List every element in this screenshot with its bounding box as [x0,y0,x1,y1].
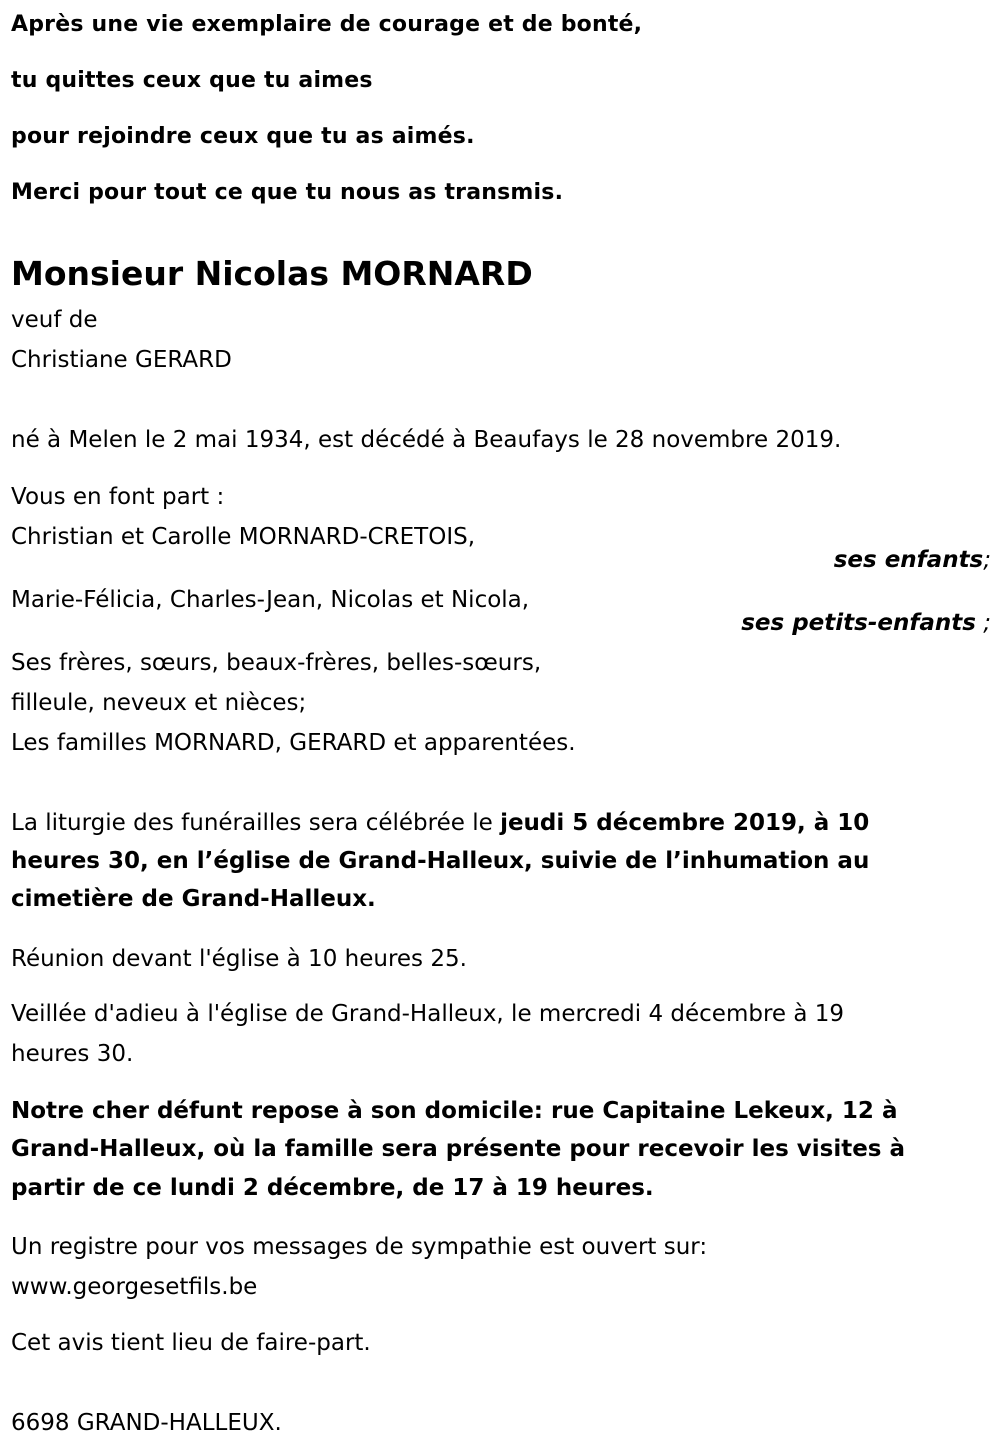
children-names: Christian et Carolle MORNARD-CRETOIS, [11,524,476,550]
children-role [834,547,991,573]
vigil-line-1: Veillée d'adieu à l'église de Grand-Halleux, le mercredi 4 décembre à 19 [11,1001,845,1027]
liturgy-line-1 [11,810,869,836]
spouse-name: Christiane GERARD [11,347,232,373]
children-role-label: ses enfants [833,547,984,573]
address-text: 6698 GRAND-HALLEUX. [11,1410,282,1436]
meeting-text: Réunion devant l'église à 10 heures 25. [11,946,467,972]
godchild-text: filleule, neveux et nièces; [11,690,307,716]
liturgy-line-2: heures 30, en l’église de Grand-Halleux, suivie de l’inhumation au [11,848,870,874]
deceased-name: Monsieur Nicolas MORNARD [11,254,533,293]
widow-of-label: veuf de [11,307,98,333]
families-text: Les familles MORNARD, GERARD et apparentées. [11,730,576,756]
birth-death-text: né à Melen le 2 mai 1934, est décédé à Beaufays le 28 novembre 2019. [11,427,842,453]
liturgy-date: jeudi 5 décembre 2019, à 10 [500,810,870,836]
registry-text: Un registre pour vos messages de sympathie est ouvert sur: [11,1234,708,1260]
poem-line-3: pour rejoindre ceux que tu as aimés. [11,124,475,149]
grandchildren-names: Marie-Félicia, Charles-Jean, Nicolas et Nicola, [11,587,530,613]
liturgy-line-3: cimetière de Grand-Halleux. [11,886,376,912]
vigil-line-2: heures 30. [11,1041,134,1067]
notice-text: Cet avis tient lieu de faire-part. [11,1330,371,1356]
grandchildren-role-punct: ; [975,610,991,636]
repose-line-3: partir de ce lundi 2 décembre, de 17 à 19 heures. [11,1175,654,1201]
registry-url: www.georgesetfils.be [11,1274,258,1300]
family-intro: Vous en font part : [11,484,225,510]
repose-line-2: Grand-Halleux, où la famille sera présente pour recevoir les visites à [11,1136,906,1162]
poem-line-2: tu quittes ceux que tu aimes [11,68,373,93]
poem-line-4: Merci pour tout ce que tu nous as transmis. [11,180,564,205]
siblings-text: Ses frères, sœurs, beaux-frères, belles-sœurs, [11,650,542,676]
grandchildren-role-label: ses petits-enfants [741,610,976,636]
children-role-punct: ; [983,547,991,573]
repose-line-1: Notre cher défunt repose à son domicile: rue Capitaine Lekeux, 12 à [11,1098,898,1124]
liturgy-intro: La liturgie des funérailles sera célébrée le [11,810,501,836]
poem-line-1: Après une vie exemplaire de courage et de bonté, [11,12,643,37]
grandchildren-role [741,610,991,636]
